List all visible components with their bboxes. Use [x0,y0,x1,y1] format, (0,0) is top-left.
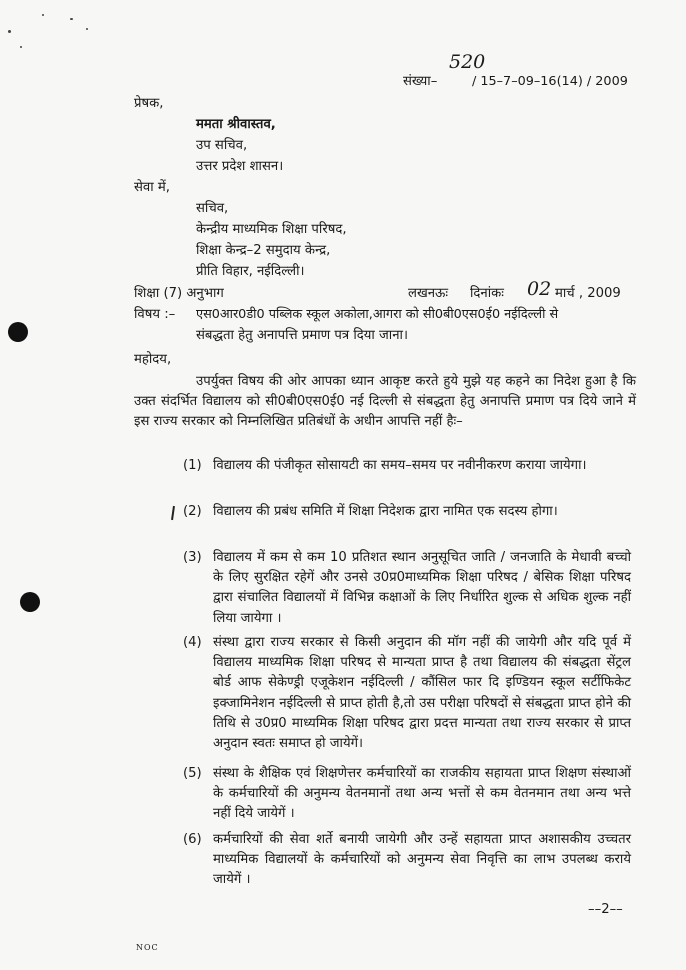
handwritten-ref-number: 520 [449,51,486,73]
condition-number: (5) [183,766,202,781]
condition-text: विद्यालय में कम से कम 10 प्रतिशत स्थान अनुसूचित जाति / जनजाति के मेधावी बच्चो के लिए सुरक्षित रहेगें और उनसे उ0प्र0माध्यमिक शिक्षा परिषद / बेसिक शिक्षा परिषद द्वारा संचालित विद्यालयों में विभिन्न कक्षाओं के लिए निर्धारित शुल्क से अधिक शुल्क नहीं लिया जायेगा । [213,550,631,626]
condition-text: संस्था द्वारा राज्य सरकार से किसी अनुदान की मॉग नहीं की जायेगी और यदि पूर्व में विद्यालय माध्यमिक शिक्षा परिषद से मान्यता प्राप्त है तथा विद्यालय की संबद्धता सेंट्रल बोर्ड आफ सेकेण्ड्री एजूकेशन नईदिल्ली / कौंसिल फार दि इण्डियन स्कूल सर्टीफिकेट इक्जामिनेशन नईदिल्ली से प्राप्त होती है,तो उस परीक्षा परिषदों से संबद्धता प्राप्त होने की तिथि से उ0प्र0 माध्यमिक शिक्षा परिषद द्वारा प्रदत्त मान्यता तथा राज्य सरकार से प्राप्त अनुदान स्वतः समाप्त हो जायेगें। [213,635,631,752]
footer-code: NOC [136,943,159,952]
recipient-line: शिक्षा केन्द्र–2 समुदाय केन्द्र, [196,243,331,258]
condition-item [183,502,636,544]
condition-number: (1) [183,458,202,473]
condition-number: (6) [183,832,202,847]
date-month-year: मार्च , 2009 [555,286,621,301]
punch-hole-mark [8,322,28,342]
sender-office: उत्तर प्रदेश शासन। [196,159,284,174]
scan-speck [70,18,73,20]
condition-number: (4) [183,635,202,650]
scan-speck [8,30,11,33]
condition-text: विद्यालय की पंजीकृत सोसायटी का समय–समय पर नवीनीकरण कराया जायेगा। [213,458,587,473]
condition-text: विद्यालय की प्रबंध समिति में शिक्षा निदेशक द्वारा नामित एक सदस्य होगा। [213,504,558,519]
recipient-line: सचिव, [196,201,229,216]
condition-text: कर्मचारियों की सेवा शर्ते बनायी जायेगी और उन्हें सहायता प्राप्त अशासकीय उच्चतर माध्यमिक विद्यालयों के कर्मचारियों को अनुमन्य सेवा निवृत्ति का लाभ उपलब्ध कराये जायेगें । [213,832,631,888]
recipient-line: प्रीति विहार, नईदिल्ली। [196,264,305,279]
subject-line: एस0आर0डी0 पब्लिक स्कूल अकोला,आगरा को सी0बी0एस0ई0 नईदिल्ली से [196,307,559,322]
subject-label: विषय :– [134,307,176,322]
scan-speck [20,46,22,48]
sender-designation: उप सचिव, [196,138,248,153]
recipient-label: सेवा में, [134,180,170,195]
place-label: लखनऊः [408,286,449,301]
condition-item [183,456,636,498]
punch-hole-mark [20,592,40,612]
section-name: शिक्षा (7) अनुभाग [134,286,224,301]
condition-item [183,764,636,826]
subject-line: संबद्धता हेतु अनापत्ति प्रमाण पत्र दिया जाना। [196,328,408,343]
sender-label: प्रेषक, [134,96,164,111]
sender-name: ममता श्रीवास्तव, [196,117,276,132]
condition-number: (2) [183,504,202,519]
condition-number: (3) [183,550,202,565]
condition-text: संस्था के शैक्षिक एवं शिक्षणेत्तर कर्मचारियों का राजकीय सहायता प्राप्त शिक्षण संस्थाओं के कर्मचारियों की अनुमन्य वेतनमानों तथा अन्य भत्तों से कम वेतनमान तथा अन्य भत्ते नहीं दिये जायेगें । [213,766,631,822]
ref-number: / 15–7–09–16(14) / 2009 [472,74,628,89]
scan-speck [42,14,44,16]
condition-item [183,633,636,757]
salutation: महोदय, [134,352,172,367]
pen-mark [171,506,175,520]
handwritten-date: 02 [527,278,552,300]
intro-paragraph: उपर्युक्त विषय की ओर आपका ध्यान आकृष्ट करते हुये मुझे यह कहने का निदेश हुआ है कि उक्त संदर्भित विद्यालय को सी0बी0एस0ई0 नई दिल्ली से संबद्धता हेतु अनापत्ति प्रमाण पत्र दिये जाने में इस राज्य सरकार को निम्नलिखित प्रतिबंधों के अधीन आपत्ति नहीं हैः– [134,374,636,430]
ref-label: संख्या– [403,74,438,89]
date-label: दिनांकः [470,286,504,301]
condition-item [183,548,636,630]
condition-item [183,830,636,892]
scan-speck [86,28,88,30]
recipient-line: केन्द्रीय माध्यमिक शिक्षा परिषद, [196,222,347,237]
page-marker: ––2–– [588,902,623,917]
